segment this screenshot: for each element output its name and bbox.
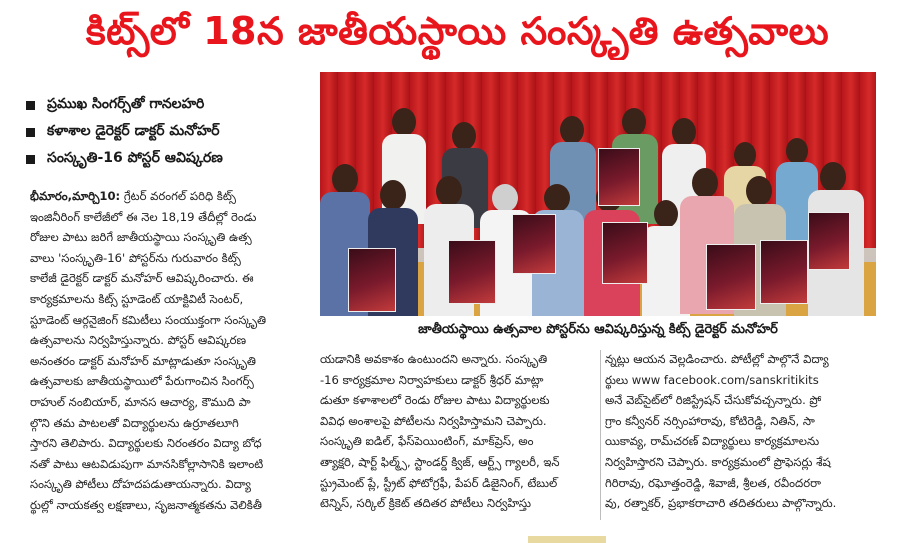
article-line: ఉత్సవాలకు జాతీయస్థాయిలో పేరుగాంచిన సింగర్స్ — [30, 374, 254, 389]
headline: కిట్స్‌లో 18న జాతీయస్థాయి సంస్కృతి ఉత్సవాలు — [85, 9, 830, 53]
poster-image — [348, 248, 396, 312]
poster-image — [602, 222, 648, 284]
article-line: ఇంజినీరింగ్ కాలేజీలో ఈ నెల 18,19 తేదీల్లో రెండు — [30, 209, 257, 224]
article-line: స్టూడెంట్ ఆర్గనైజింగ్ కమిటీలు సంయుక్తంగా సంస్కృతి — [30, 312, 267, 327]
article-line: యికావ్య, రామ్‌చరణ్ విద్యార్థులు కార్యక్రమాలను — [605, 434, 820, 449]
article-line: ర్థుల్లో నాయకత్వ లక్షణాలు, సృజనాత్మకతను వెలికితీ — [30, 497, 262, 512]
article-column-2 — [320, 349, 601, 514]
article-line: సంస్కృతి పోటీలు దోహదపడుతాయన్నారు. విద్యా — [30, 477, 251, 492]
highlights-list — [26, 92, 316, 173]
highlight-item — [26, 119, 316, 146]
highlight-item — [26, 146, 316, 173]
article-line: వు, రత్నాకర్, ప్రభాకరాచారి తదితరులు పాల్గొన్నారు. — [605, 496, 837, 511]
article-line: నిర్వహిస్తారని చెప్పారు. కార్యక్రమంలో ప్రొఫెసర్లు శేష — [605, 454, 831, 469]
square-bullet-icon — [26, 101, 35, 110]
article-line: అనంతరం డాక్టర్ మనోహర్ మాట్లాడుతూ సంస్కృతి — [30, 353, 256, 368]
article-line: ల్గొని తమ పాటలతో విద్యార్థులను ఉర్రూతలూగి — [30, 415, 239, 430]
article-line: కాలేజీ డైరెక్టర్ డాక్టర్ మనోహర్ ఆవిష్కరించారు. ఈ — [30, 271, 254, 286]
poster-image — [512, 214, 556, 274]
article-line: న్నట్లు ఆయన వెల్లడించారు. పోటీల్లో పాల్గొనే విద్యా — [605, 352, 829, 366]
article-line: డుతూ కళాశాలలో రెండు రోజుల పాటు విద్యార్థులకు — [320, 393, 550, 408]
article-line: స్తారని తెలిపారు. విద్యార్థులకు నిరంతరం విద్యా బోధ — [30, 436, 262, 451]
article-line: గ్రాం కన్వీనర్ నర్సింహారావు, కోటిరెడ్డి, నితిన్, సా — [605, 413, 815, 428]
article-line: త్యాక్షరి, షార్ట్ ఫిల్మ్స్, స్టాండర్డ్ క్విజ్, ఆర్ట్స్ గ్యాలరీ, ఇన్ — [320, 454, 560, 469]
article-column-1 — [30, 186, 318, 516]
poster-image — [448, 240, 496, 304]
article-line: వివిధ అంశాలపై పోటీలను నిర్వహిస్తామని చెప్పారు. — [320, 413, 547, 428]
square-bullet-icon — [26, 155, 35, 164]
highlight-text: సంస్కృతి-16 పోస్టర్ ఆవిష్కరణ — [47, 150, 223, 166]
article-line: వాలు 'సంస్కృతి-16' పోస్టర్‌ను గురువారం కిట్స్ — [30, 250, 241, 265]
highlight-item — [26, 92, 316, 119]
photo-caption: జాతీయస్థాయి ఉత్సవాల పోస్టర్‌ను ఆవిష్కరిస్తున్న కిట్స్ డైరెక్టర్ మనోహర్ — [418, 322, 778, 337]
page-edge-tab — [528, 536, 606, 543]
article-line: రోజుల పాటు జరిగే జాతీయస్థాయి సంస్కృతి ఉత్స — [30, 230, 252, 245]
poster-image — [760, 240, 808, 304]
poster-image — [598, 148, 640, 206]
highlight-text: ప్రముఖ సింగర్స్‌తో గానలహరి — [47, 96, 205, 112]
article-line: అనే వెబ్‌సైట్‌లో రిజిస్ట్రేషన్ చేసుకోవచ్చన్నారు. ప్రో — [605, 393, 822, 408]
article-line: ఉత్సవాలను నిర్వహిస్తున్నారు. పోస్టర్ ఆవిష్కరణ — [30, 333, 247, 348]
article-line: నతో పాటు ఆటవిడుపుగా మానసికోల్లాసానికి ఇలాంటి — [30, 456, 264, 471]
square-bullet-icon — [26, 128, 35, 137]
dateline: భీమారం,మార్చి10: — [30, 189, 121, 203]
article-line: రాహుల్ నంబియార్, మానస ఆచార్య, కౌముది పా — [30, 394, 251, 409]
article-line: టెన్నిస్, సర్కిల్ క్రికెట్ తదితర పోటీలు నిర్వహిస్తు — [320, 496, 532, 511]
article-line: ర్థులు www facebook.com/sanskritikits — [605, 372, 819, 387]
article-column-3 — [605, 349, 883, 514]
article-line: స్ట్రుమెంట్ ప్లే, స్ట్రీట్ ఫోటోగ్రఫీ, పేపర్ డిజైనింగ్, టేబుల్ — [320, 475, 558, 490]
article-line: -16 కార్యక్రమాల నిర్వాహకులు డాక్టర్ శ్రీధర్ మాట్లా — [320, 372, 544, 387]
article-line — [30, 186, 318, 207]
article-line-text: గ్రేటర్ వరంగల్ పరిధి కిట్స్ — [123, 189, 237, 203]
article-line: యడానికి అవకాశం ఉంటుందని అన్నారు. సంస్కృతి — [320, 352, 548, 366]
poster-image — [808, 212, 850, 270]
news-photo — [320, 72, 876, 316]
article-line: కార్యక్రమాలను కిట్స్ స్టూడెంట్ యాక్టివిటీ సెంటర్, — [30, 291, 244, 306]
article-line: గిరిరావు, రఘోత్తంరెడ్డి, శివాజీ, శ్రీలత, రవీందరరా — [605, 475, 821, 490]
article-line: సంస్కృతి ఐడిల్, ఫేస్‌పెయింటింగ్, మాక్‌ప్రెస్, అం — [320, 434, 534, 449]
highlight-text: కళాశాల డైరెక్టర్ డాక్టర్ మనోహర్ — [47, 123, 220, 139]
poster-image — [706, 244, 756, 310]
